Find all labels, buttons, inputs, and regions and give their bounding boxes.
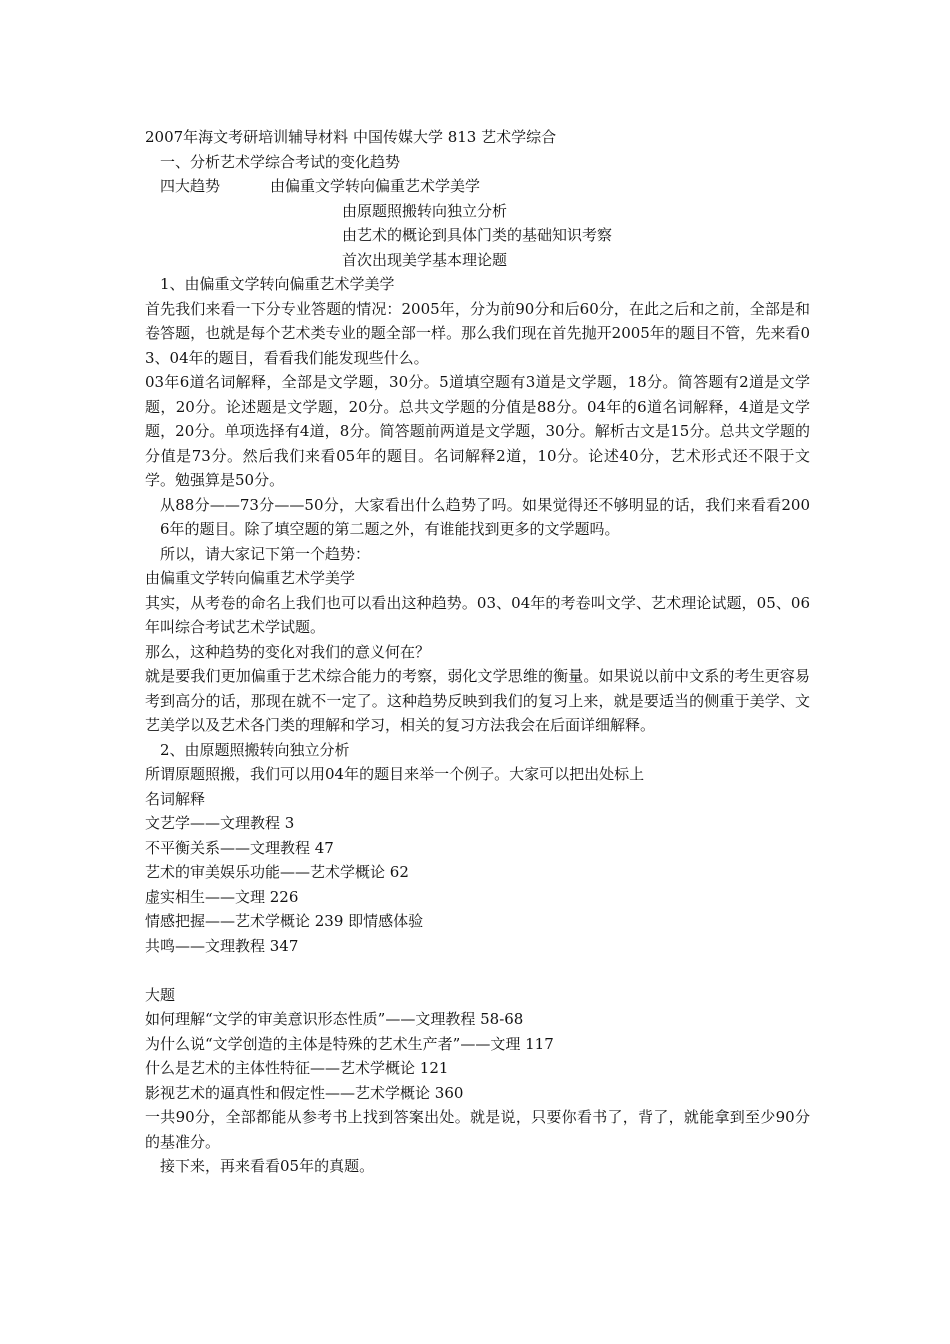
- term-item: 不平衡关系——文理教程 47: [145, 838, 334, 857]
- paragraph: 03年6道名词解释，全部是文学题，30分。5道填空题有3道是文学题，18分。简答题有2道是文学题，20分。论述题是文学题，20分。总共文学题的分值是88分。04年的6道名词解释，4道是文学题，20分。单项选择有4道，8分。简答题前两道是文学题，30分。解析古文是15分。总共文学题的分值是73分。然后我们来看05年的题目。名词解释2道，10分。论述40分，艺术形式还不限于文学。勉强算是50分。: [145, 373, 810, 489]
- paragraph: 一共90分，全部都能从参考书上找到答案出处。就是说，只要你看书了，背了，就能拿到至少90分的基准分。: [145, 1108, 810, 1151]
- term-item: 共鸣——文理教程 347: [145, 936, 299, 955]
- paragraph: 那么，这种趋势的变化对我们的意义何在？: [145, 642, 431, 661]
- term-item: 情感把握——艺术学概论 239 即情感体验: [145, 912, 424, 930]
- subsection-heading: 2、由原题照搬转向独立分析: [160, 740, 350, 759]
- trend-item: 首次出现美学基本理论题: [342, 250, 508, 269]
- paragraph: 就是要我们更加偏重于艺术综合能力的考察，弱化文学思维的衡量。如果说以前中文系的考生更容易考到高分的话，那现在就不一定了。这种趋势反映到我们的复习上来，就是要适当的侧重于美学、文艺美学以及艺术各门类的理解和学习，相关的复习方法我会在后面详细解释。: [145, 667, 810, 734]
- big-question-item: 为什么说“文学创造的主体是特殊的艺术生产者”——文理 117: [145, 1034, 554, 1053]
- spacer: [145, 958, 810, 983]
- subsection-heading: 1、由偏重文学转向偏重艺术学美学: [160, 275, 395, 293]
- paragraph: 其实，从考卷的命名上我们也可以看出这种趋势。03、04年的考卷叫文学、艺术理论试题，05、06年叫综合考试艺术学试题。: [145, 593, 810, 636]
- big-questions-heading: 大题: [145, 985, 176, 1004]
- big-question-item: 如何理解“文学的审美意识形态性质”——文理教程 58-68: [145, 1010, 524, 1028]
- document-body: [145, 125, 810, 1179]
- paragraph: 从88分——73分——50分，大家看出什么趋势了吗。如果觉得还不够明显的话，我们来看看2006年的题目。除了填空题的第二题之外，有谁能找到更多的文学题吗。: [160, 495, 810, 538]
- big-question-item: 影视艺术的逼真性和假定性——艺术学概论 360: [145, 1083, 464, 1102]
- trend-item: 由艺术的概论到具体门类的基础知识考察: [342, 226, 613, 244]
- trends-label: 四大趋势: [160, 177, 221, 195]
- paragraph: 由偏重文学转向偏重艺术学美学: [145, 569, 356, 587]
- paragraph: 所谓原题照搬，我们可以用04年的题目来举一个例子。大家可以把出处标上: [145, 765, 645, 783]
- document-title: 2007年海文考研培训辅导材料 中国传媒大学 813 艺术学综合: [145, 128, 557, 146]
- terms-heading: 名词解释: [145, 789, 206, 808]
- trend-item: 由原题照搬转向独立分析: [342, 201, 508, 220]
- term-item: 文艺学——文理教程 3: [145, 814, 295, 832]
- trends-row: [145, 174, 810, 199]
- paragraph: 首先我们来看一下分专业答题的情况：2005年，分为前90分和后60分，在此之后和之前，全部是和卷答题，也就是每个艺术类专业的题全部一样。那么我们现在首先抛开2005年的题目不管，先来看03、04年的题目，看看我们能发现些什么。: [145, 299, 810, 367]
- term-item: 虚实相生——文理 226: [145, 887, 299, 906]
- term-item: 艺术的审美娱乐功能——艺术学概论 62: [145, 863, 409, 881]
- trend-item: 由偏重文学转向偏重艺术学美学: [270, 177, 481, 195]
- section-heading: 一、分析艺术学综合考试的变化趋势: [160, 152, 401, 171]
- paragraph: 接下来，再来看看05年的真题。: [160, 1157, 375, 1175]
- paragraph: 所以，请大家记下第一个趋势：: [160, 544, 371, 563]
- big-question-item: 什么是艺术的主体性特征——艺术学概论 121: [145, 1059, 449, 1077]
